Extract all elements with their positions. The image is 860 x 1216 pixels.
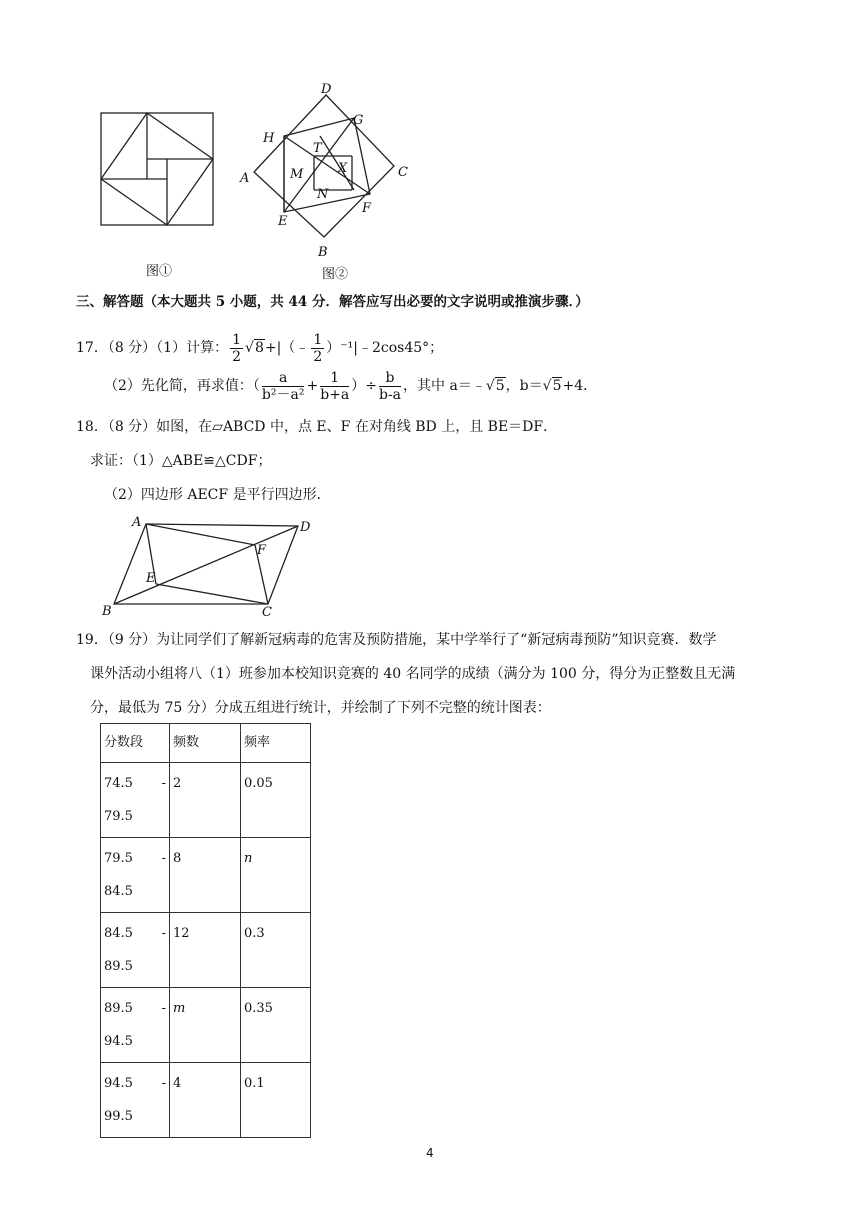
q19-line2: 课外活动小组将八（1）班参加本校知识竞赛的 40 名同学的成绩（满分为 100 分，得分为正整数且无满 (90, 666, 736, 682)
label-G: G (353, 113, 364, 128)
figure-1 (100, 112, 216, 228)
label-N: N (317, 187, 329, 202)
rate-value: n (244, 851, 253, 866)
header-cell (170, 724, 241, 763)
frac-den: b+a (320, 386, 350, 403)
header-score-range: 分数段 (104, 735, 144, 750)
q17-part2 (104, 366, 597, 406)
freq-cell (170, 838, 241, 913)
pinwheel-rotated-diagram (232, 80, 422, 260)
label-A: A (240, 171, 250, 186)
figure-2 (232, 80, 422, 260)
label-A: A (132, 515, 142, 530)
sqrt-radicand: 5 (552, 378, 562, 394)
sqrt-8: √8 (245, 340, 264, 356)
header-rate: 频率 (244, 735, 271, 750)
figure-2-caption: 图② (322, 267, 349, 282)
rate-value: 0.35 (244, 1001, 273, 1016)
frac-num: 1 (232, 331, 242, 348)
q18-part2: （2）四边形 AECF 是平行四边形． (104, 487, 331, 503)
label-E: E (278, 214, 288, 229)
q17-p2-lead: （2）先化简，再求值：（ (104, 378, 260, 394)
header-cell (241, 724, 311, 763)
freq-value: m (173, 1001, 186, 1016)
table-row (101, 838, 311, 913)
q17-end: +4． (562, 378, 598, 394)
frac-den: b-a (378, 386, 402, 403)
parallelogram-diagram (100, 512, 320, 620)
label-M: M (290, 167, 304, 182)
sqrt-5-a: √5 (485, 378, 505, 394)
freq-value: 4 (173, 1076, 182, 1091)
q17-where: ，其中 a＝﹣ (403, 378, 486, 394)
label-C: C (262, 605, 272, 620)
rate-cell (241, 1063, 311, 1138)
page-number: 4 (426, 1146, 434, 1160)
rate-value: 0.3 (244, 926, 265, 941)
q17-number: 17．（8 分）（1）计算： (76, 340, 229, 356)
header-frequency: 频数 (173, 735, 200, 750)
label-F: F (362, 201, 372, 216)
range-dash: - (161, 851, 166, 866)
frac-num: b (379, 370, 401, 387)
fraction-half (230, 332, 243, 365)
plus-sign: + (306, 378, 319, 394)
freq-value: 2 (173, 776, 182, 791)
range-high: 79.5 (104, 809, 133, 824)
range-cell (101, 1063, 170, 1138)
freq-cell (170, 988, 241, 1063)
range-cell (101, 913, 170, 988)
q17-tail: ）⁻¹|﹣2cos45°； (326, 340, 444, 356)
rate-cell (241, 988, 311, 1063)
section-heading: 三、解答题（本大题共 5 小题，共 44 分．解答应写出必要的文字说明或推演步骤．） (76, 294, 589, 310)
range-low: 84.5 (104, 926, 133, 941)
header-cell (101, 724, 170, 763)
pinwheel-square-diagram (100, 112, 216, 228)
label-E: E (146, 571, 156, 586)
freq-value: 8 (173, 851, 182, 866)
q18-part1: 求证：（1）△ABE≌△CDF； (90, 453, 272, 469)
range-cell (101, 988, 170, 1063)
rate-value: 0.05 (244, 776, 273, 791)
range-dash: - (161, 776, 166, 791)
freq-cell (170, 913, 241, 988)
rate-cell (241, 838, 311, 913)
q19-line1: 19．（9 分）为让同学们了解新冠病毒的危害及预防措施，某中学举行了“新冠病毒预防”知识竞赛．数学 (76, 632, 717, 648)
frac-den: 2 (232, 348, 242, 365)
frac-num: a (262, 370, 305, 387)
table-row (101, 913, 311, 988)
fraction-a-over (262, 370, 305, 403)
label-F: F (257, 543, 267, 558)
range-high: 89.5 (104, 959, 133, 974)
range-low: 94.5 (104, 1076, 133, 1091)
label-C: C (398, 165, 408, 180)
label-B: B (318, 245, 328, 260)
fraction-half-2 (311, 332, 324, 365)
range-cell (101, 838, 170, 913)
frac-den: b²－a² (261, 386, 305, 403)
range-dash: - (161, 926, 166, 941)
rate-cell (241, 763, 311, 838)
fraction-1-over (320, 370, 349, 403)
range-high: 94.5 (104, 1034, 133, 1049)
freq-cell (170, 1063, 241, 1138)
figure-1-caption: 图① (146, 264, 173, 279)
range-low: 74.5 (104, 776, 133, 791)
table-header-row (101, 724, 311, 763)
frac-den: 2 (313, 348, 323, 365)
label-H: H (263, 131, 275, 146)
label-T: T (313, 141, 322, 156)
label-D: D (300, 520, 311, 535)
q18-stem: 18．（8 分）如图，在▱ABCD 中，点 E、F 在对角线 BD 上，且 BE＝DF． (76, 419, 558, 435)
q19-line3: 分，最低为 75 分）分成五组进行统计，并绘制了下列不完整的统计图表： (90, 700, 551, 716)
rate-value: 0.1 (244, 1076, 265, 1091)
range-dash: - (161, 1001, 166, 1016)
frac-num: 1 (320, 370, 349, 387)
table-row (101, 988, 311, 1063)
q17-part1 (76, 328, 443, 368)
range-low: 89.5 (104, 1001, 133, 1016)
frac-num: 1 (313, 331, 323, 348)
range-high: 84.5 (104, 884, 133, 899)
label-D: D (321, 82, 332, 97)
range-low: 79.5 (104, 851, 133, 866)
sqrt-5-b: √5 (542, 378, 562, 394)
sqrt-radicand: 8 (254, 340, 264, 356)
label-X: X (338, 161, 348, 176)
figure-parallelogram (100, 512, 320, 620)
freq-value: 12 (173, 926, 190, 941)
q17-b: ，b＝ (505, 378, 543, 394)
fraction-b-over (379, 370, 401, 403)
range-dash: - (161, 1076, 166, 1091)
divide-sign: ）÷ (351, 378, 377, 394)
table-row (101, 1063, 311, 1138)
frequency-table (100, 723, 311, 1138)
range-cell (101, 763, 170, 838)
table-row (101, 763, 311, 838)
q17-plus-abs: +|（﹣ (264, 340, 310, 356)
sqrt-radicand: 5 (495, 378, 505, 394)
rate-cell (241, 913, 311, 988)
label-B: B (102, 604, 112, 619)
freq-cell (170, 763, 241, 838)
range-high: 99.5 (104, 1109, 133, 1124)
